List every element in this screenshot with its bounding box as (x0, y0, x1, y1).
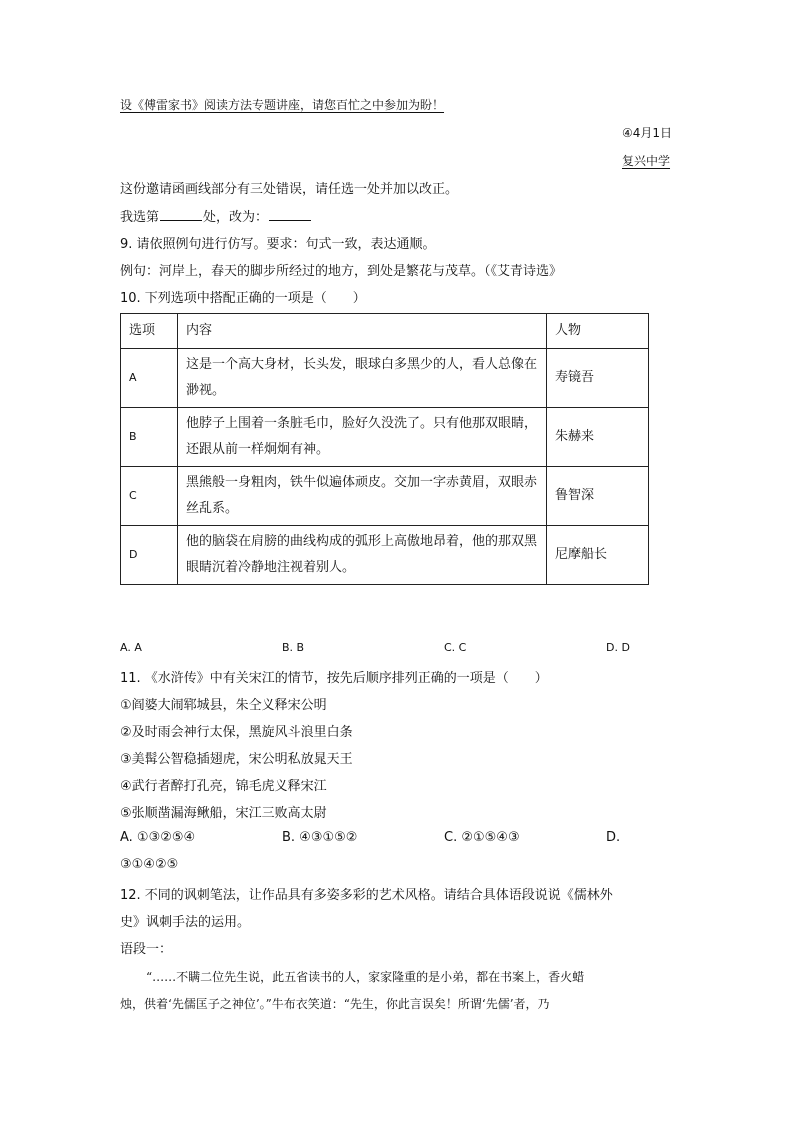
option-content: 他脖子上围着一条脏毛巾，脸好久没洗了。只有他那双眼睛，还跟从前一样炯炯有神。 (178, 408, 547, 467)
table-header-row (121, 314, 649, 349)
q12-excerpt-line2: 烛，供着‘先儒匡子之神位’。”牛布衣笑道：“先生，你此言误矣！所谓‘先儒’者，乃 (120, 997, 550, 1011)
option-person: 尼摩船长 (547, 526, 649, 585)
invitation-date: ④4月1日 (622, 126, 673, 140)
q12-excerpt-line1: “……不瞒二位先生说，此五省读书的人，家家隆重的是小弟，都在书案上，香火蜡 (146, 970, 585, 984)
q8-answer-line (120, 206, 312, 225)
option-letter: B (121, 408, 178, 467)
q10-choice-a[interactable]: A. A (120, 641, 142, 654)
option-person: 朱赫来 (547, 408, 649, 467)
option-content: 这是一个高大身材，长头发，眼球白多黑少的人，看人总像在渺视。 (178, 349, 547, 408)
q10-choice-b[interactable]: B. B (282, 641, 305, 654)
q10-choice-d[interactable]: D. D (606, 641, 630, 654)
q8-prompt: 这份邀请函画线部分有三处错误，请任选一处并加以改正。 (120, 182, 459, 197)
q11-choice-d[interactable]: D. (606, 830, 621, 845)
list-item: ④武行者醉打孔亮，锦毛虎义释宋江 (120, 779, 327, 794)
table-header-person: 人物 (547, 314, 649, 349)
q11-choice-a[interactable]: A. ①③②⑤④ (120, 830, 196, 845)
option-content: 黑熊般一身粗肉，铁牛似遍体顽皮。交加一字赤黄眉，双眼赤丝乱系。 (178, 467, 547, 526)
q12-prompt-line2: 史》讽刺手法的运用。 (120, 915, 251, 930)
q8-answer-label-b: 处，改为： (203, 210, 269, 225)
q11-choice-d-cont[interactable]: ③①④②⑤ (120, 857, 179, 872)
table-row (121, 408, 649, 467)
option-letter: D (121, 526, 178, 585)
q11-choice-b[interactable]: B. ④③①⑤② (282, 830, 358, 845)
option-person: 寿镜吾 (547, 349, 649, 408)
table-row (121, 349, 649, 408)
q10-choice-c[interactable]: C. C (444, 641, 467, 654)
q10-options-table (120, 313, 649, 585)
option-content: 他的脑袋在肩膀的曲线构成的弧形上高傲地昂着，他的那双黑眼睛沉着冷静地注视着别人。 (178, 526, 547, 585)
q11-prompt: 11. 《水浒传》中有关宋江的情节，按先后顺序排列正确的一项是（ ） (120, 671, 548, 686)
list-item: ②及时雨会神行太保，黑旋风斗浪里白条 (120, 725, 353, 740)
q9-example: 例句：河岸上，春天的脚步所经过的地方，到处是繁花与茂草。（《艾青诗选》 (120, 264, 563, 279)
table-header-content: 内容 (178, 314, 547, 349)
table-header-option: 选项 (121, 314, 178, 349)
q9-prompt: 9. 请依照例句进行仿写。要求：句式一致，表达通顺。 (120, 237, 436, 252)
invitation-sender: 复兴中学 (622, 154, 671, 168)
q12-excerpt-label: 语段一： (120, 942, 173, 957)
option-letter: C (121, 467, 178, 526)
table-row (121, 467, 649, 526)
invitation-line: 设《傅雷家书》阅读方法专题讲座，请您百忙之中参加为盼！ (120, 98, 445, 112)
q11-choice-c[interactable]: C. ②①⑤④③ (444, 830, 520, 845)
q12-prompt-line1: 12. 不同的讽刺笔法，让作品具有多姿多彩的艺术风格。请结合具体语段说说《儒林外 (120, 888, 613, 903)
table-row (121, 526, 649, 585)
list-item: ①阎婆大闹郓城县，朱仝义释宋公明 (120, 698, 327, 713)
option-letter: A (121, 349, 178, 408)
q8-answer-label-a: 我选第 (120, 210, 160, 225)
q8-blank-position[interactable] (160, 208, 202, 221)
option-person: 鲁智深 (547, 467, 649, 526)
list-item: ⑤张顺凿漏海鳅船，宋江三败高太尉 (120, 806, 327, 821)
list-item: ③美髯公智稳插翅虎，宋公明私放晁天王 (120, 752, 353, 767)
q8-blank-correction[interactable] (269, 208, 311, 221)
q10-prompt: 10. 下列选项中搭配正确的一项是（ ） (120, 291, 366, 306)
